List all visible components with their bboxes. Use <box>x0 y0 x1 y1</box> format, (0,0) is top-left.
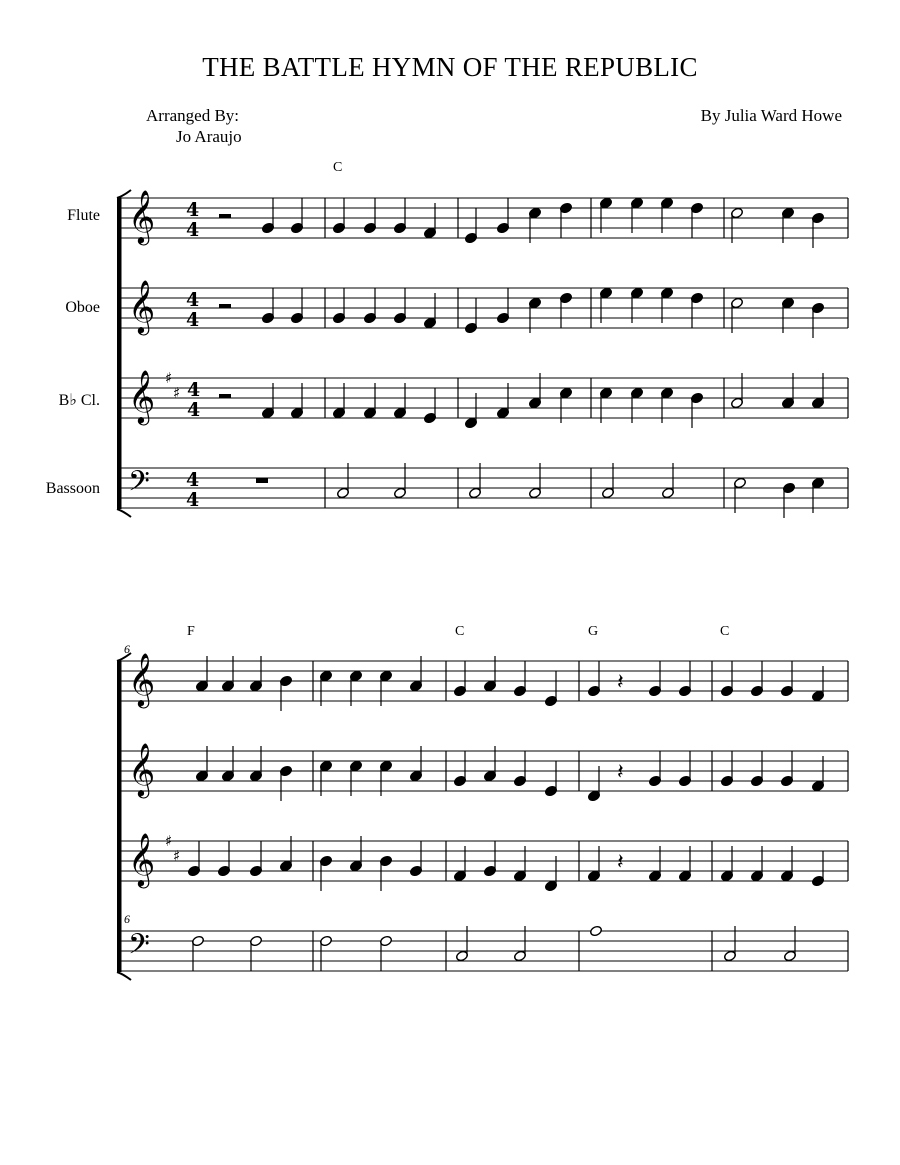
quarter-note <box>780 751 793 787</box>
quarter-note <box>513 751 526 787</box>
time-signature-denominator: 4 <box>186 489 200 511</box>
half-note <box>319 935 332 971</box>
arranger-label: Arranged By: <box>146 106 240 125</box>
system-bracket <box>117 661 121 972</box>
treble-clef-icon: 𝄞 <box>128 742 156 796</box>
quarter-note <box>513 661 526 697</box>
quarter-note <box>279 675 292 711</box>
time-signature-numerator: 4 <box>186 199 200 221</box>
staff-line-set <box>120 931 848 971</box>
quarter-note <box>290 198 303 234</box>
quarter-note <box>379 855 392 891</box>
quarter-note <box>811 851 824 887</box>
quarter-note <box>690 202 703 238</box>
quarter-rest-icon: 𝄽 <box>617 670 624 695</box>
half-note <box>249 935 262 971</box>
sharp-icon: ♯ <box>165 369 173 387</box>
time-signature-denominator: 4 <box>186 309 200 331</box>
half-rest-icon <box>219 394 231 398</box>
quarter-note <box>496 198 509 234</box>
half-note <box>191 935 204 971</box>
time-signature-denominator: 4 <box>186 219 200 241</box>
quarter-note <box>750 661 763 697</box>
quarter-note <box>690 392 703 428</box>
whole-rest-icon <box>256 478 268 483</box>
quarter-note <box>187 841 200 877</box>
bass-clef-icon: 𝄢 <box>128 928 150 968</box>
chord-symbol-c: C <box>720 624 730 639</box>
quarter-note <box>811 212 824 248</box>
quarter-note <box>363 198 376 234</box>
sharp-icon: ♯ <box>165 832 173 850</box>
quarter-note <box>393 288 406 324</box>
quarter-note <box>544 761 557 797</box>
chord-symbol-f: F <box>187 624 195 639</box>
instrument-label-flute: Flute <box>67 207 100 224</box>
measure-number: 6 <box>124 642 130 656</box>
quarter-note <box>453 661 466 697</box>
quarter-note <box>559 292 572 328</box>
quarter-note <box>544 671 557 707</box>
score-title: THE BATTLE HYMN OF THE REPUBLIC <box>202 52 698 82</box>
quarter-rest-icon: 𝄽 <box>617 850 624 875</box>
quarter-note <box>393 198 406 234</box>
quarter-note <box>587 661 600 697</box>
quarter-note <box>720 751 733 787</box>
instrument-label-oboe: Oboe <box>65 299 100 316</box>
bass-clef-icon: 𝄢 <box>128 465 150 505</box>
quarter-note <box>678 661 691 697</box>
time-signature-numerator: 4 <box>187 379 201 401</box>
quarter-note <box>290 288 303 324</box>
quarter-note <box>811 302 824 338</box>
time-signature-denominator: 4 <box>187 399 201 421</box>
quarter-note <box>648 661 661 697</box>
quarter-note <box>423 388 436 424</box>
quarter-note <box>483 841 496 877</box>
quarter-note <box>332 198 345 234</box>
quarter-note <box>319 855 332 891</box>
quarter-note <box>249 841 262 877</box>
arranger-name: Jo Araujo <box>176 127 242 146</box>
quarter-note <box>464 208 477 244</box>
quarter-note <box>780 661 793 697</box>
quarter-note <box>648 751 661 787</box>
instrument-label-bassoon: Bassoon <box>45 480 100 497</box>
quarter-note <box>409 841 422 877</box>
chord-symbol-c: C <box>333 160 343 175</box>
bracket-bottom <box>117 509 131 517</box>
treble-clef-icon: 𝄞 <box>128 832 156 886</box>
quarter-note <box>496 288 509 324</box>
half-note <box>379 935 392 971</box>
half-rest-icon <box>219 304 231 308</box>
chord-symbol-g: G <box>588 624 599 639</box>
bracket-bottom <box>117 972 131 980</box>
treble-clef-icon: 𝄞 <box>128 369 156 423</box>
quarter-note <box>750 751 763 787</box>
quarter-note <box>261 198 274 234</box>
quarter-note <box>279 765 292 801</box>
quarter-note <box>217 841 230 877</box>
treble-clef-icon: 𝄞 <box>128 189 156 243</box>
sharp-icon: ♯ <box>173 847 181 865</box>
quarter-note <box>332 288 345 324</box>
whole-note <box>589 925 602 937</box>
quarter-note <box>261 288 274 324</box>
sharp-icon: ♯ <box>173 384 181 402</box>
quarter-note <box>782 482 795 518</box>
quarter-note <box>720 661 733 697</box>
time-signature-numerator: 4 <box>186 289 200 311</box>
instrument-label-clarinet: B♭ Cl. <box>58 392 100 409</box>
chord-symbol-c: C <box>455 624 465 639</box>
quarter-note <box>453 751 466 787</box>
measure-number: 6 <box>124 912 130 926</box>
quarter-note <box>678 751 691 787</box>
quarter-note <box>464 298 477 334</box>
system-bracket <box>117 198 121 509</box>
quarter-note <box>363 288 376 324</box>
treble-clef-icon: 𝄞 <box>128 652 156 706</box>
composer-credit: By Julia Ward Howe <box>700 106 842 125</box>
half-rest-icon <box>219 214 231 218</box>
treble-clef-icon: 𝄞 <box>128 279 156 333</box>
quarter-note <box>559 202 572 238</box>
time-signature-numerator: 4 <box>186 469 200 491</box>
quarter-note <box>690 292 703 328</box>
quarter-rest-icon: 𝄽 <box>617 760 624 785</box>
